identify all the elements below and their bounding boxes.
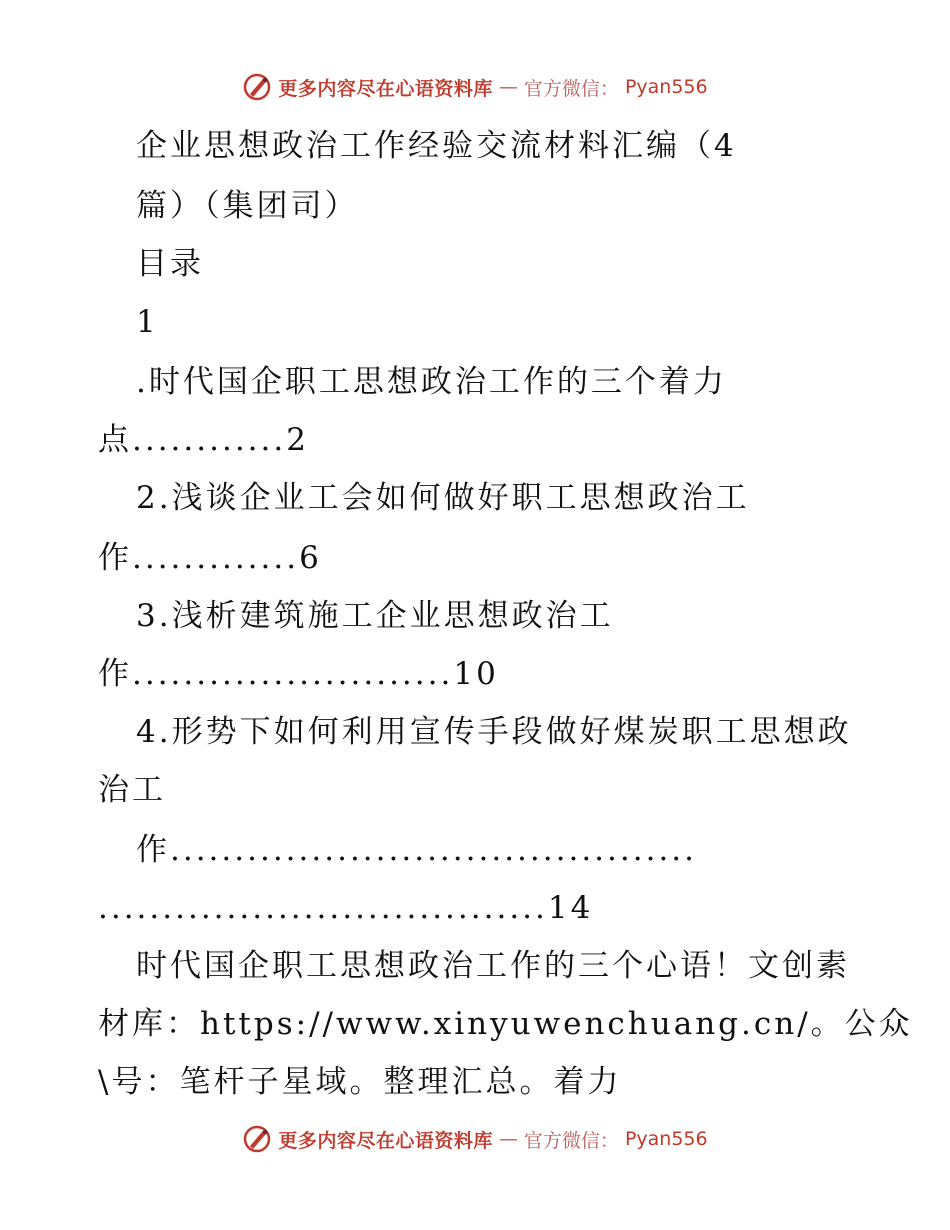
toc-item-4-title: 4.形势下如何利用宣传手段做好煤炭职工思想政 [136, 714, 852, 750]
banner-text: 更多内容尽在心语资料库 [278, 77, 493, 100]
doc-title-line2: 篇）（集团司） [136, 188, 359, 224]
toc-item-4-page: ...................................14 [98, 890, 594, 926]
toc-item-4-dots: 作......................................... [136, 832, 698, 868]
doc-title-line1: 企业思想政治工作经验交流材料汇编（4 [136, 128, 737, 164]
pen-logo-icon [242, 1124, 272, 1154]
banner-separator: — [498, 76, 518, 98]
toc-heading: 目录 [136, 246, 204, 282]
body-line-3: \号：笔杆子星域。整理汇总。着力 [98, 1064, 622, 1100]
pen-logo-icon [242, 72, 272, 102]
body-line-1: 时代国企职工思想政治工作的三个心语！文创素 [136, 948, 850, 984]
body-line-2: 材库：https://www.xinyuwenchuang.cn/。公众 [98, 1006, 913, 1042]
toc-item-4-title-cont: 治工 [98, 772, 166, 808]
banner-text: 更多内容尽在心语资料库 [278, 1129, 493, 1152]
toc-item-1-page: 点............2 [98, 422, 309, 458]
toc-item-3-page: 作.........................10 [98, 656, 499, 692]
toc-item-2-title: 2.浅谈企业工会如何做好职工思想政治工 [136, 480, 750, 516]
banner-wechat-id: Pyan556 [624, 76, 708, 98]
footer-banner [0, 1124, 950, 1154]
banner-separator: — [498, 1128, 518, 1150]
banner-wechat-id: Pyan556 [624, 1128, 708, 1150]
banner-wechat-label: 官方微信： [523, 77, 619, 100]
header-banner [0, 72, 950, 102]
toc-item-2-page: 作.............6 [98, 540, 322, 576]
toc-item-3-title: 3.浅析建筑施工企业思想政治工 [136, 598, 614, 634]
toc-item-1-title: .时代国企职工思想政治工作的三个着力 [136, 364, 727, 400]
banner-wechat-label: 官方微信： [523, 1129, 619, 1152]
toc-item-1-number: 1 [136, 304, 159, 340]
